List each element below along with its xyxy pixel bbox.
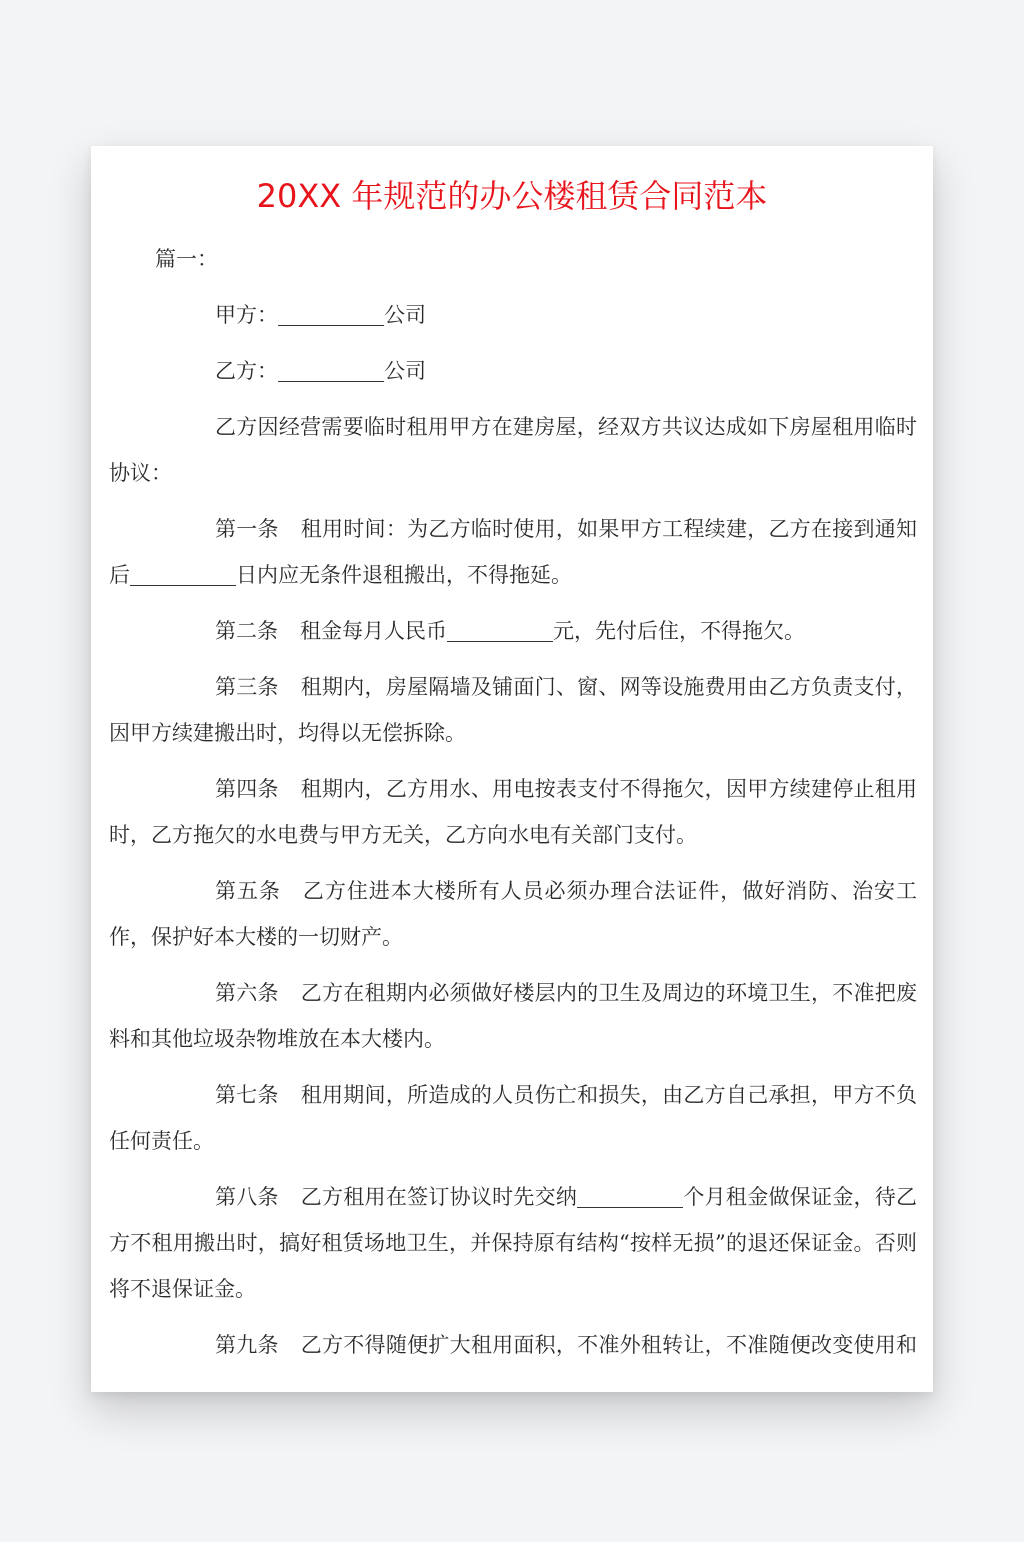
article-number: 第九条 [215, 1333, 279, 1357]
article-text: 乙方住进本大楼所有人员必须办理合法证件，做好消防、治安工作，保护好本大楼的一切财产。 [109, 879, 918, 949]
article-5 [109, 868, 917, 960]
party-b-line [109, 348, 917, 394]
article-text: 租期内，房屋隔墙及铺面门、窗、网等设施费用由乙方负责支付，因甲方续建搬出时，均得以无偿拆除。 [109, 675, 918, 745]
article-blank [130, 563, 236, 586]
article-number: 第八条 [215, 1185, 279, 1209]
article-text: 乙方不得随便扩大租用面积，不准外租转让，不准随便改变使用和 [300, 1333, 918, 1357]
document-body [109, 236, 917, 1392]
article-text: 租金每月人民币 [300, 619, 447, 643]
article-text: 租用期间，所造成的人员伤亡和损失，由乙方自己承担，甲方不负任何责任。 [109, 1083, 918, 1153]
article-1 [109, 506, 917, 598]
article-text: 乙方租用在签订协议时先交纳 [300, 1185, 578, 1209]
page-bottom-edge [91, 1378, 933, 1392]
party-a-blank [278, 303, 384, 326]
party-b-label: 乙方： [215, 359, 278, 383]
party-a-label: 甲方： [215, 303, 278, 327]
article-6 [109, 970, 917, 1062]
section-label: 篇一： [155, 247, 218, 271]
article-number: 第二条 [215, 619, 278, 643]
article-number: 第一条 [215, 517, 279, 541]
article-7 [109, 1072, 917, 1164]
article-2 [109, 608, 917, 654]
article-number: 第七条 [215, 1083, 279, 1107]
article-3 [109, 664, 917, 756]
article-blank [577, 1185, 683, 1208]
article-text: 元，先付后住，不得拖欠。 [553, 619, 805, 643]
article-number: 第五条 [215, 879, 281, 903]
article-number: 第三条 [215, 675, 279, 699]
article-blank [447, 619, 553, 642]
article-text: 乙方在租期内必须做好楼层内的卫生及周边的环境卫生，不准把废料和其他垃圾杂物堆放在本大楼内。 [109, 981, 918, 1051]
article-text: 租期内，乙方用水、用电按表支付不得拖欠，因甲方续建停止租用时，乙方拖欠的水电费与甲方无关，乙方向水电有关部门支付。 [109, 777, 918, 847]
party-b-suffix: 公司 [384, 359, 426, 383]
document-title: 20XX 年规范的办公楼租赁合同范本 [256, 177, 768, 215]
article-8 [109, 1174, 917, 1312]
article-text: 个月租金做保证金，待乙方不租用搬出时，搞好租赁场地卫生，并保持原有结构“按样无损”的退还保证金。否则将不退保证金。 [109, 1185, 918, 1301]
document-page [91, 146, 933, 1392]
article-text: 日内应无条件退租搬出，不得拖延。 [236, 563, 572, 587]
party-a-suffix: 公司 [384, 303, 426, 327]
party-a-line [109, 292, 917, 338]
intro-paragraph: 乙方因经营需要临时租用甲方在建房屋，经双方共议达成如下房屋租用临时协议： [109, 415, 917, 485]
article-4 [109, 766, 917, 858]
article-number: 第六条 [215, 981, 279, 1005]
article-text: 租用时间：为乙方临时使用，如果甲方工程续建，乙方在接到通知后 [109, 517, 918, 587]
article-number: 第四条 [215, 777, 279, 801]
party-b-blank [278, 359, 384, 382]
